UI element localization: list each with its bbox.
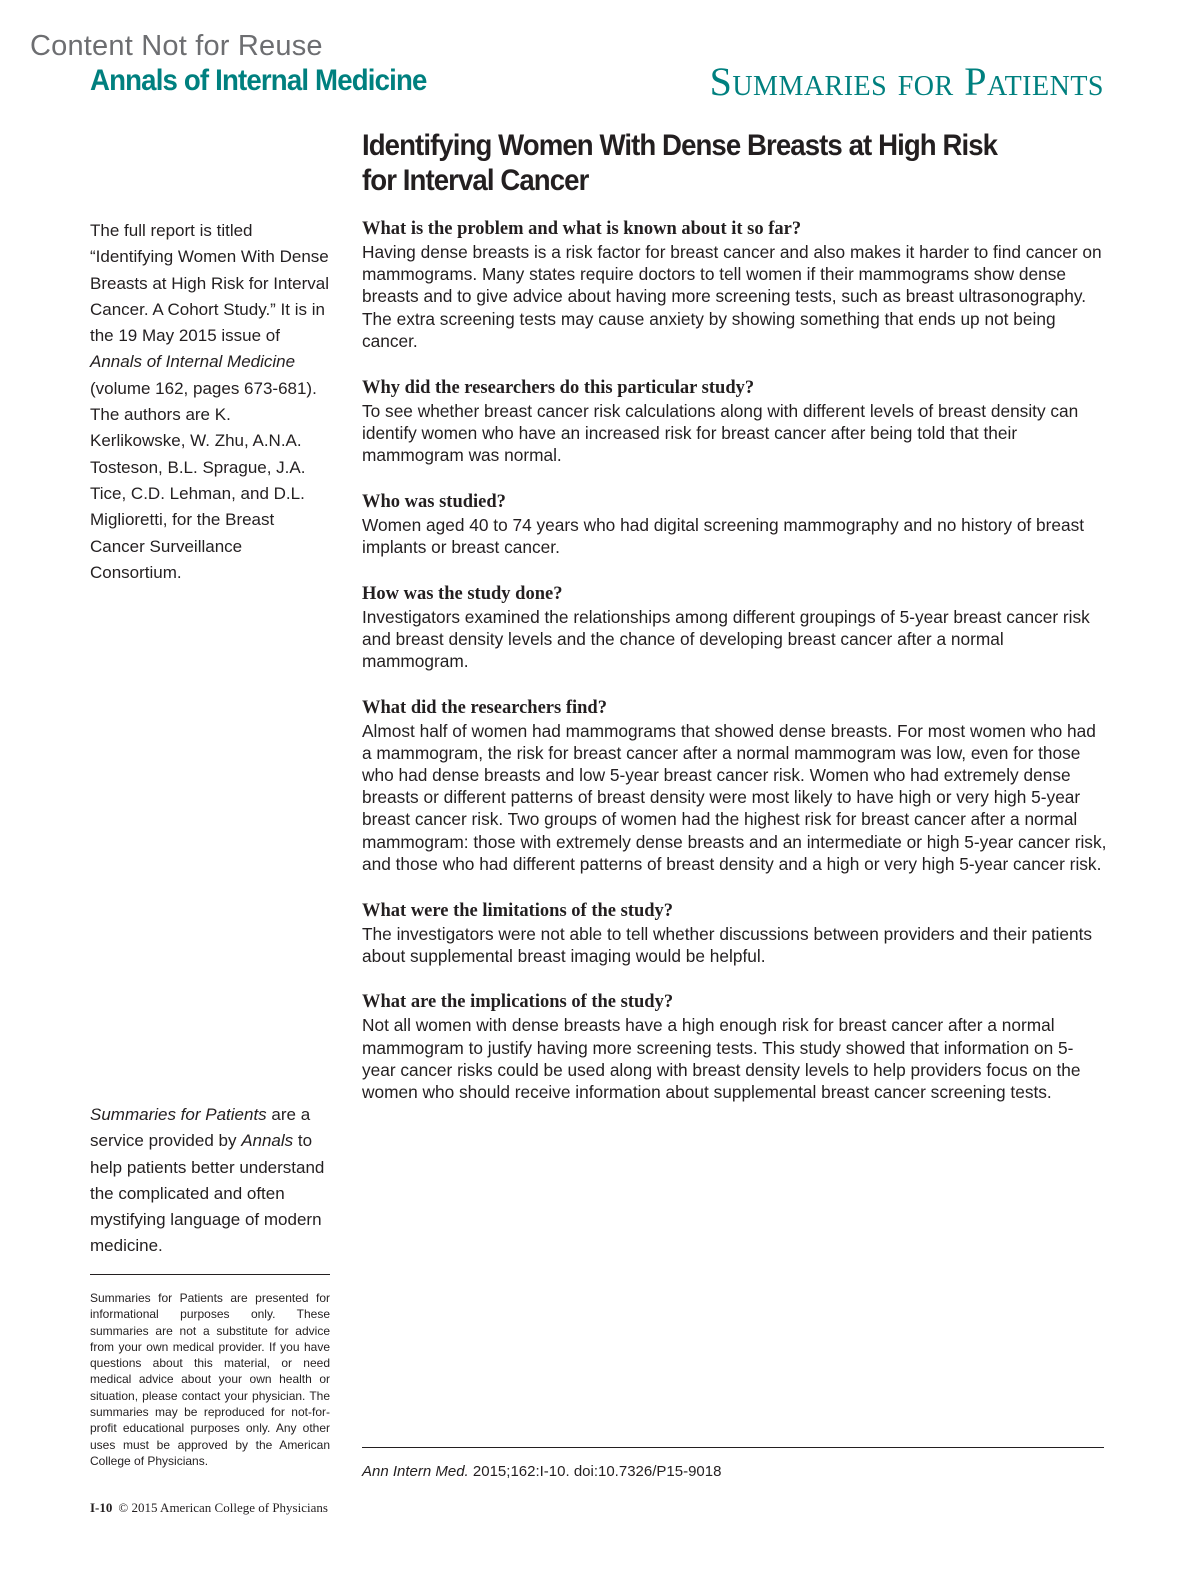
- report-intro: The full report is titled “Identifying Women With Dense Breasts at High Risk for Interval Cancer. A Cohort Study.” It is in the 19 May 2015 issue of: [90, 221, 330, 346]
- section-answer: Almost half of women had mammograms that showed dense breasts. For most women who had a mammogram, the risk for breast cancer after a normal mammogram was low, even for those who had dense breasts and low 5-year breast cancer risk. Women who had extremely dense breasts or different patterns of breast density were most likely to have high or very high 5-year breast cancer risk. Two groups of women had the highest risk for breast cancer after a normal mammogram: those with extremely dense breasts and an intermediate or high 5-year cancer risk, and those who had different patterns of breast density and a high or very high 5-year cancer risk.: [362, 720, 1107, 874]
- report-info: [90, 218, 330, 586]
- page-footer: [90, 1500, 328, 1516]
- report-rest: (volume 162, pages 673-681). The authors are K. Kerlikowske, W. Zhu, A.N.A. Tosteson, B.L. Sprague, J.A. Tice, C.D. Lehman, and D.L. Miglioretti, for the Breast Cancer Surveillance Consortium.: [90, 378, 317, 582]
- qa-section: [362, 900, 1107, 967]
- section-question: What were the limitations of the study?: [362, 900, 674, 921]
- qa-section: [362, 218, 1107, 352]
- citation: [362, 1463, 721, 1480]
- qa-section: [362, 377, 1107, 467]
- qa-section: [362, 583, 1107, 673]
- section-question: How was the study done?: [362, 583, 563, 604]
- section-question: What are the implications of the study?: [362, 992, 674, 1013]
- page-number: I-10: [90, 1500, 113, 1515]
- section-answer: Women aged 40 to 74 years who had digital screening mammography and no history of breast implants or breast cancer.: [362, 514, 1085, 557]
- watermark-text: Content Not for Reuse: [30, 30, 323, 62]
- section-answer: Not all women with dense breasts have a high enough risk for breast cancer after a normal mammogram to justify having more screening tests. This study showed that information on 5-year cancer risks could be used along with breast density levels to help providers focus on the women who should receive information about supplemental breast cancer screening tests.: [362, 1015, 1081, 1103]
- citation-journal: Ann Intern Med.: [362, 1463, 469, 1480]
- section-answer: Having dense breasts is a risk factor for breast cancer and also makes it harder to find cancer on mammograms. Many states require doctors to tell women if their mammograms show dense breasts and to give advice about having more screening tests, such as breast ultrasonography. The extra screening tests may cause anxiety by showing something that ends up not being cancer.: [362, 242, 1102, 351]
- service-rest: to help patients better understand the complicated and often mystifying language of modern medicine.: [90, 1131, 325, 1256]
- section-question: What is the problem and what is known about it so far?: [362, 219, 802, 239]
- report-journal: Annals of Internal Medicine: [90, 352, 296, 372]
- article-title: Identifying Women With Dense Breasts at High Risk for Interval Cancer: [362, 129, 998, 197]
- qa-section: [362, 491, 1107, 558]
- section-label: Summaries for Patients: [709, 59, 1104, 104]
- service-annals: Annals: [241, 1131, 294, 1151]
- citation-divider: [362, 1447, 1104, 1448]
- journal-name: Annals of Internal Medicine: [90, 64, 427, 97]
- copyright: © 2015 American College of Physicians: [118, 1500, 328, 1515]
- summary-content: [362, 218, 1107, 1128]
- section-question: Why did the researchers do this particular study?: [362, 377, 755, 398]
- sidebar-divider: [90, 1274, 330, 1275]
- qa-section: [362, 991, 1107, 1103]
- service-mid: are a service provided by: [90, 1105, 311, 1151]
- section-answer: The investigators were not able to tell whether discussions between providers and their patients about supplemental breast imaging would be helpful.: [362, 923, 1093, 966]
- section-answer: Investigators examined the relationships among different groupings of 5-year breast cancer risk and breast density levels and the chance of developing breast cancer after a normal mammogram.: [362, 606, 1090, 671]
- service-note: [90, 1102, 335, 1260]
- section-answer: To see whether breast cancer risk calculations along with different levels of breast density can identify women who have an increased risk for breast cancer after being told that their mammogram was normal.: [362, 400, 1079, 465]
- disclaimer: Summaries for Patients are presented for informational purposes only. These summaries are not a substitute for advice from your own medical provider. If you have questions about this material, or need medical advice about your own health or situation, please contact your physician. The summaries may be reproduced for not-for-profit educational purposes only. Any other uses must be approved by the American College of Physicians.: [90, 1291, 330, 1468]
- section-question: Who was studied?: [362, 491, 506, 512]
- qa-section: [362, 697, 1107, 875]
- citation-details: 2015;162:I-10. doi:10.7326/P15-9018: [468, 1463, 722, 1480]
- service-title: Summaries for Patients: [90, 1105, 267, 1124]
- section-question: What did the researchers find?: [362, 697, 607, 718]
